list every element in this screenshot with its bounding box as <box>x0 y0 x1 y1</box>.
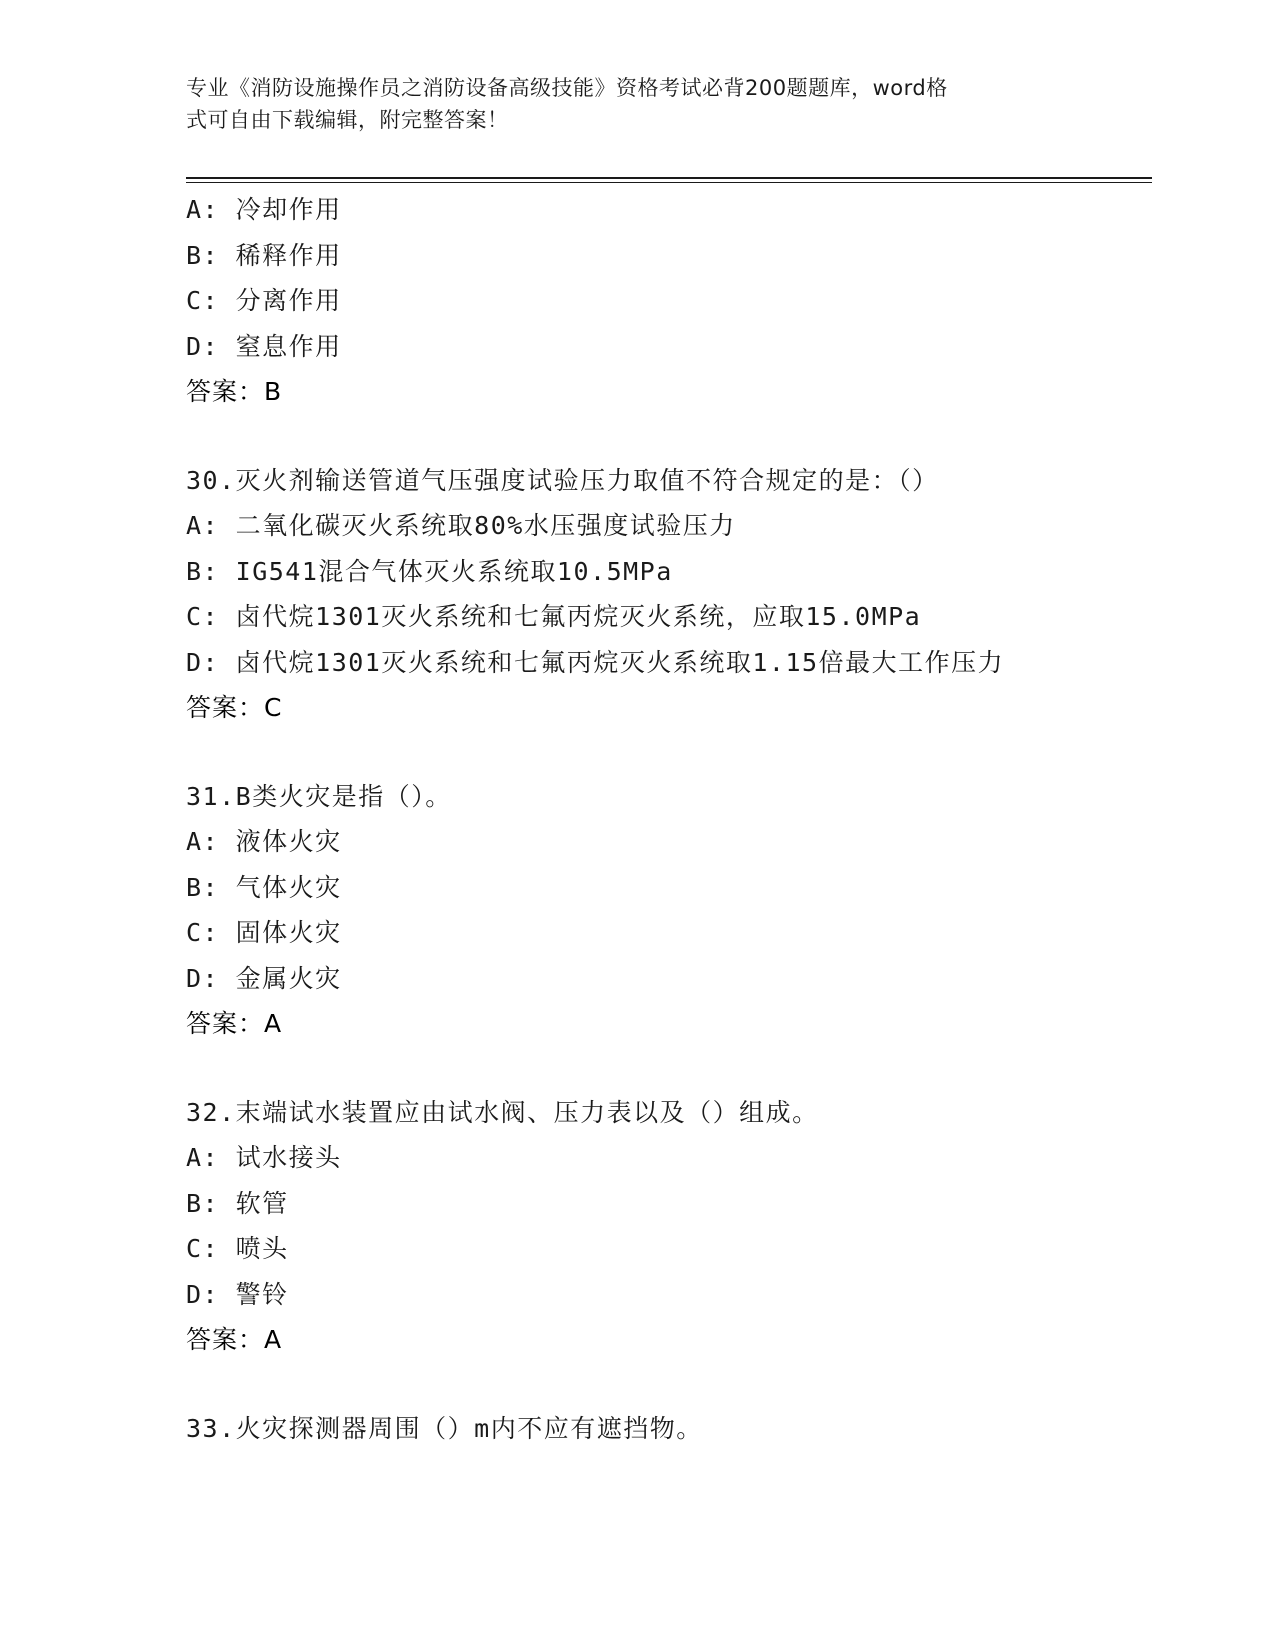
header-divider-thick <box>186 177 1152 179</box>
answer-line: 答案：A <box>186 1009 283 1038</box>
spacer <box>186 415 1152 458</box>
option-d: D: 警铃 <box>186 1279 289 1309</box>
answer-line: 答案：A <box>186 1325 283 1354</box>
header-line-2: 式可自由下载编辑，附完整答案！ <box>186 108 509 132</box>
option-d: D: 卤代烷1301灭火系统和七氟丙烷灭火系统取1.15倍最大工作压力 <box>186 647 1005 677</box>
question-30 <box>186 458 1152 731</box>
option-d: D: 窒息作用 <box>186 331 342 361</box>
spacer <box>186 1047 1152 1090</box>
question-33 <box>186 1406 1152 1452</box>
option-a: A: 二氧化碳灭火系统取80%水压强度试验压力 <box>186 511 736 540</box>
header-divider-thin <box>186 182 1152 183</box>
option-a: A: 液体火灾 <box>186 827 342 856</box>
question-list <box>186 187 1152 1451</box>
question-31 <box>186 774 1152 1047</box>
question-text: 31.B类火灾是指（）。 <box>186 781 452 811</box>
option-b: B: 软管 <box>186 1188 289 1218</box>
option-a: A: 冷却作用 <box>186 195 342 224</box>
answer-line: 答案：B <box>186 377 283 406</box>
option-d: D: 金属火灾 <box>186 963 342 993</box>
option-c: C: 卤代烷1301灭火系统和七氟丙烷灭火系统，应取15.0MPa <box>186 602 922 631</box>
question-29 <box>186 187 1152 415</box>
question-text: 32.末端试水装置应由试水阀、压力表以及（）组成。 <box>186 1097 819 1127</box>
option-c: C: 分离作用 <box>186 286 342 315</box>
answer-line: 答案：C <box>186 693 283 722</box>
option-c: C: 喷头 <box>186 1234 289 1263</box>
option-b: B: 气体火灾 <box>186 872 342 902</box>
question-text: 30.灭火剂输送管道气压强度试验压力取值不符合规定的是：（） <box>186 465 939 495</box>
header-line-1: 专业《消防设施操作员之消防设备高级技能》资格考试必背200题题库，word格 <box>186 76 948 100</box>
spacer <box>186 1363 1152 1406</box>
option-a: A: 试水接头 <box>186 1143 342 1172</box>
option-c: C: 固体火灾 <box>186 918 342 947</box>
spacer <box>186 731 1152 774</box>
document-header <box>186 72 1066 136</box>
option-b: B: IG541混合气体灭火系统取10.5MPa <box>186 556 673 586</box>
question-text: 33.火灾探测器周围（）m内不应有遮挡物。 <box>186 1413 703 1443</box>
question-32 <box>186 1090 1152 1363</box>
option-b: B: 稀释作用 <box>186 240 342 270</box>
